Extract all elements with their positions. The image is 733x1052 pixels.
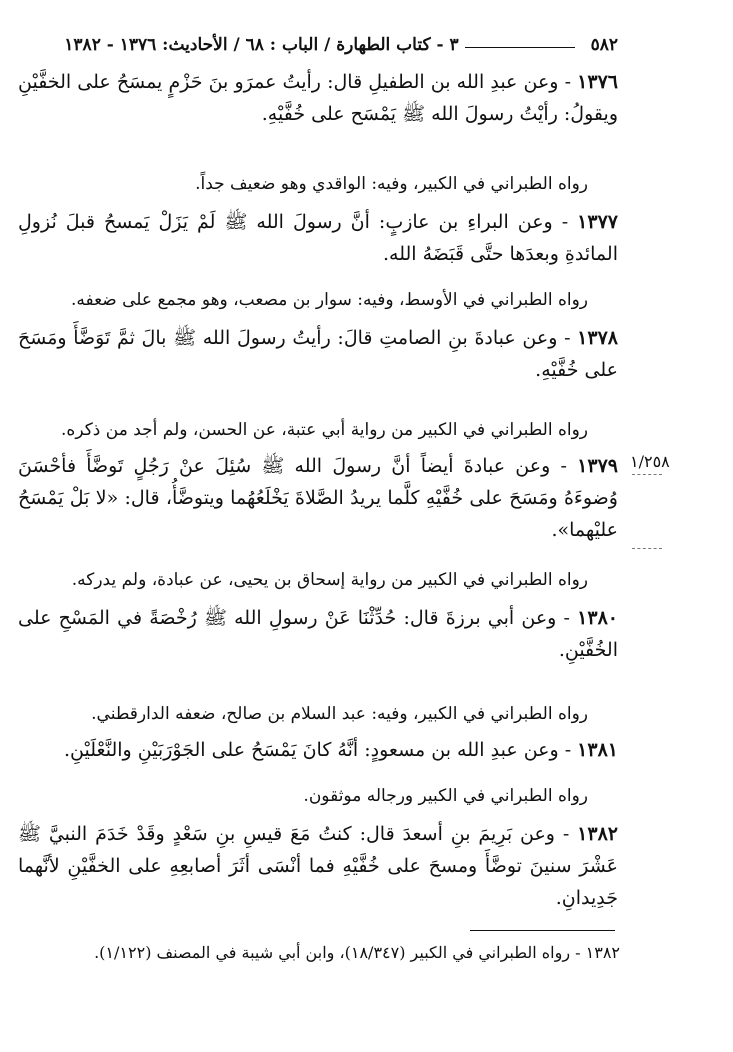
hadith-text: - وعن عبدِ الله بن الطفيلِ قال: رأيتُ عمرَو بنَ حَزْمٍ يمسَحُ على الخفَّيْنِ ويقولُ: رأيْتُ رسولَ الله ﷺ يَمْسَح على خُفَّيْهِ. [18,71,618,125]
margin-dash-top [632,474,662,475]
footnote: ١٣٨٢ - رواه الطبراني في الكبير (١٨/٣٤٧)، وابن أبي شيبة في المصنف (١/١٢٢). [94,943,620,962]
narration-1380: رواه الطبراني في الكبير، وفيه: عبد السلام بن صالح، ضعفه الدارقطني. [91,704,588,724]
hadith-text: - وعن عبادةَ بنِ الصامتِ قالَ: رأيتُ رسولَ الله ﷺ بالَ ثمَّ تَوَضَّأَ ومَسَحَ على خُفَّيْهِ. [18,327,618,381]
hadith-number: ١٣٨١ [577,739,618,761]
hadith-number: ١٣٧٧ [577,211,618,233]
hadith-text: - وعن أبي برزةَ قال: حُدِّثْنَا عَنْ رسولِ الله ﷺ رُخْصَةً في المَسْحِ على الخُفَّيْنِ. [18,607,618,661]
hadith-number: ١٣٧٦ [577,71,618,93]
hadith-number: ١٣٧٩ [577,455,618,477]
page-header [18,30,618,60]
hadith-text: - وعن عبادةَ أيضاً أنَّ رسولَ الله ﷺ سُئِلَ عنْ رَجُلٍ تَوضَّأَ فأحْسَنَ وُضوءَهُ ومَسَحَ على خُفَّيْهِ كلَّما يريدُ الصَّلاةَ يَخْلَعُهُما ويتوضَّأُ، قال: «لا بَلْ يَمْسَحُ عليْهما». [18,455,618,541]
hadith-text: - وعن البراءِ بن عازبٍ: أنَّ رسولَ الله ﷺ لَمْ يَزَلْ يَمسحُ قبلَ نُزولِ المائدةِ وبعدَها حتَّى قَبَضَهُ الله. [18,211,618,265]
hadith-number: ١٣٧٨ [577,327,618,349]
narration-1378: رواه الطبراني في الكبير من رواية أبي عتبة، عن الحسن، ولم أجد من ذكره. [61,420,588,440]
narration-1377: رواه الطبراني في الأوسط، وفيه: سوار بن مصعب، وهو مجمع على ضعفه. [70,290,588,310]
margin-reference: ١/٢٥٨ [630,452,670,471]
margin-dash-bottom [632,548,662,549]
hadith-1379 [18,450,618,546]
running-title: ٣ - كتاب الطهارة / الباب : ٦٨ / الأحاديث: ١٣٧٦ - ١٣٨٢ [64,35,459,55]
hadith-number: ١٣٨٢ [577,823,618,845]
narration-1379: رواه الطبراني في الكبير من رواية إسحاق بن يحيى، عن عبادة، ولم يدركه. [71,570,588,590]
hadith-text: - وعن عبدِ الله بن مسعودٍ: أنَّهُ كانَ يَمْسَحُ على الجَوْرَبَيْنِ والنَّعْلَيْنِ. [64,739,572,761]
header-rule [465,47,575,48]
hadith-number: ١٣٨٠ [577,607,618,629]
page-number: ٥٨٢ [590,35,618,55]
hadith-1378 [18,322,618,386]
hadith-1380 [18,602,618,666]
hadith-1376 [18,66,618,130]
narration-1376: رواه الطبراني في الكبير، وفيه: الواقدي وهو ضعيف جداً. [195,174,588,194]
narration-1381: رواه الطبراني في الكبير ورجاله موثقون. [303,786,588,806]
hadith-text: - وعن بَرِيمَ بنِ أسعدَ قال: كنتُ مَعَ قيسِ بنِ سَعْدٍ وقَدْ خَدَمَ النبيَّ ﷺ عَشْرَ سنينَ توضَّأَ ومسحَ على خُفَّيْهِ فما أنْسَى أثَرَ أصابعِهِ على الخفَّيْنِ لأنَّهما جَدِيدانِ. [18,823,618,909]
hadith-1382 [18,818,618,914]
footnote-rule [470,930,615,931]
hadith-1381 [18,734,618,766]
hadith-1377 [18,206,618,270]
